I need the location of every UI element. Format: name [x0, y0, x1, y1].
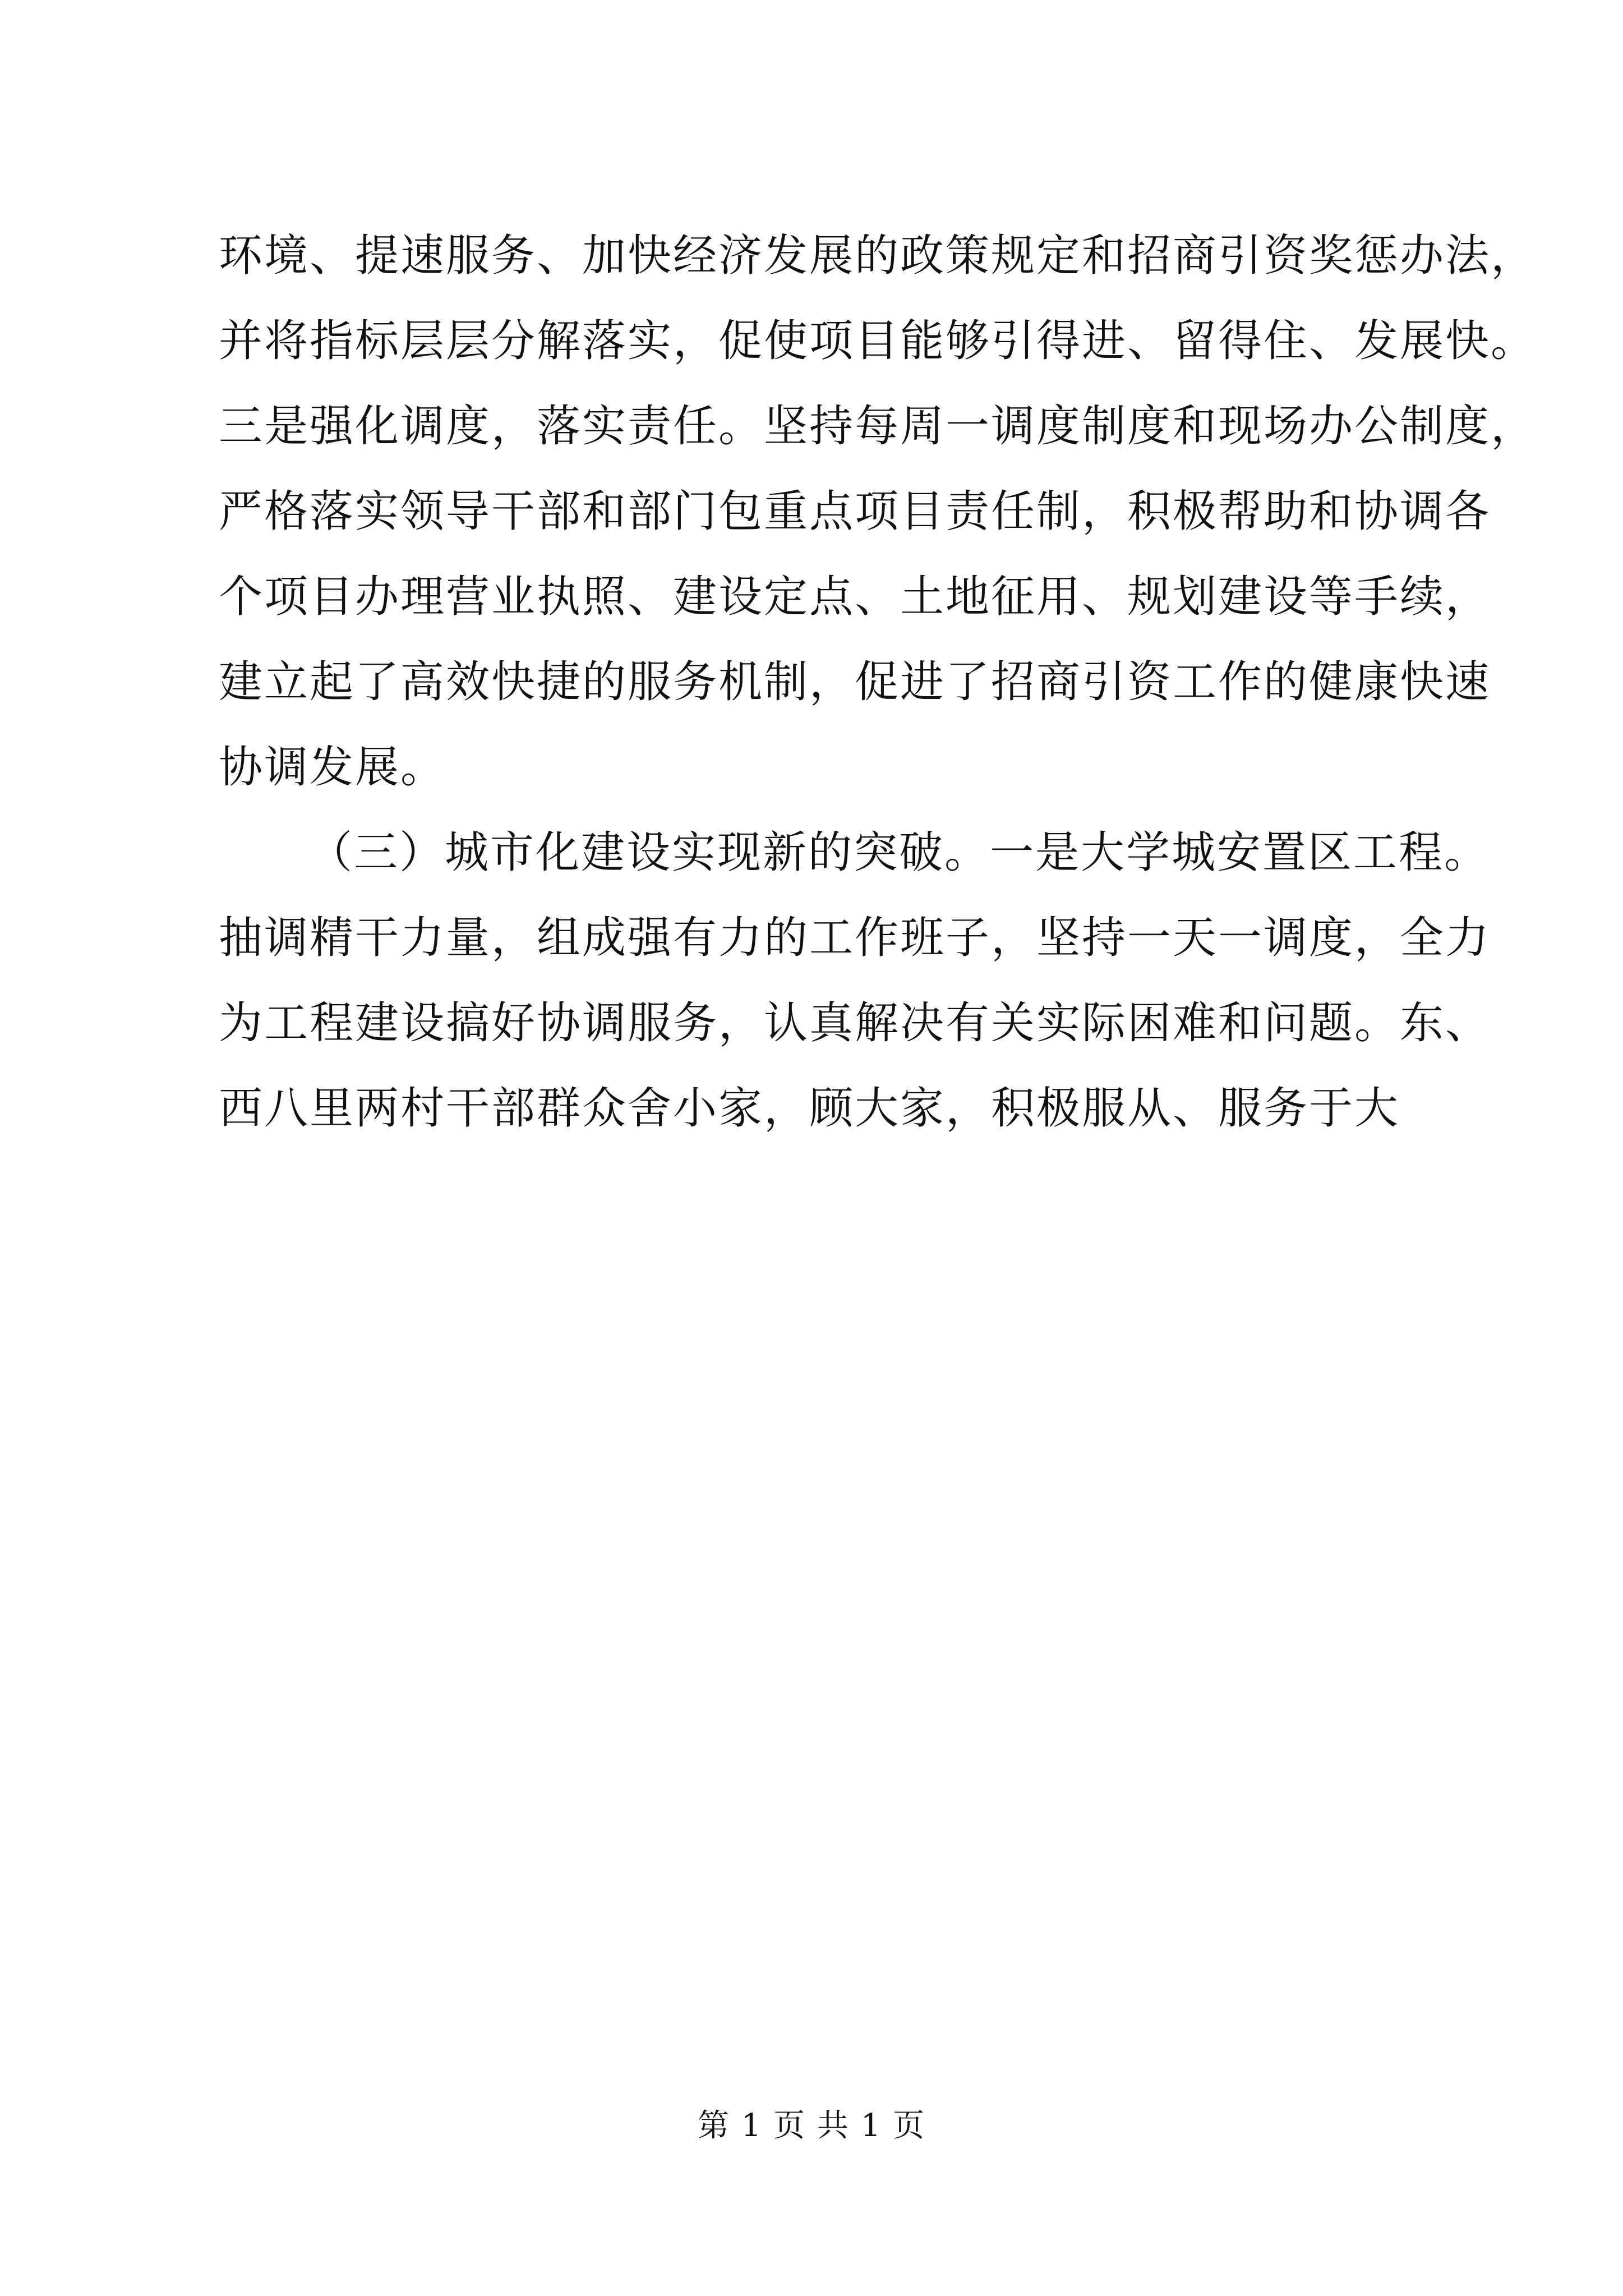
- text-line: 三是强化调度，落实责任。坚持每周一调度制度和现场办公制度，: [219, 401, 1537, 452]
- text-line: 建立起了高效快捷的服务机制，促进了招商引资工作的健康快速: [219, 657, 1491, 707]
- text-line: 协调发展。: [219, 742, 446, 793]
- text-line: 抽调精干力量，组成强有力的工作班子，坚持一天一调度，全力: [219, 913, 1491, 963]
- text-line: 环境、提速服务、加快经济发展的政策规定和招商引资奖惩办法，: [219, 231, 1537, 281]
- text-line: 为工程建设搞好协调服务，认真解决有关实际困难和问题。东、: [219, 998, 1491, 1048]
- page-number-footer: 第 1 页 共 1 页: [697, 2108, 926, 2144]
- paragraph-start-line: （三）城市化建设实现新的突破。一是大学城安置区工程。: [308, 827, 1490, 878]
- text-line: 并将指标层层分解落实，促使项目能够引得进、留得住、发展快。: [219, 316, 1537, 366]
- text-line: 严格落实领导干部和部门包重点项目责任制，积极帮助和协调各: [219, 486, 1491, 537]
- text-line: 个项目办理营业执照、建设定点、土地征用、规划建设等手续，: [219, 572, 1491, 622]
- text-line: 西八里两村干部群众舍小家，顾大家，积极服从、服务于大: [219, 1083, 1400, 1134]
- body-text: [219, 213, 1537, 1151]
